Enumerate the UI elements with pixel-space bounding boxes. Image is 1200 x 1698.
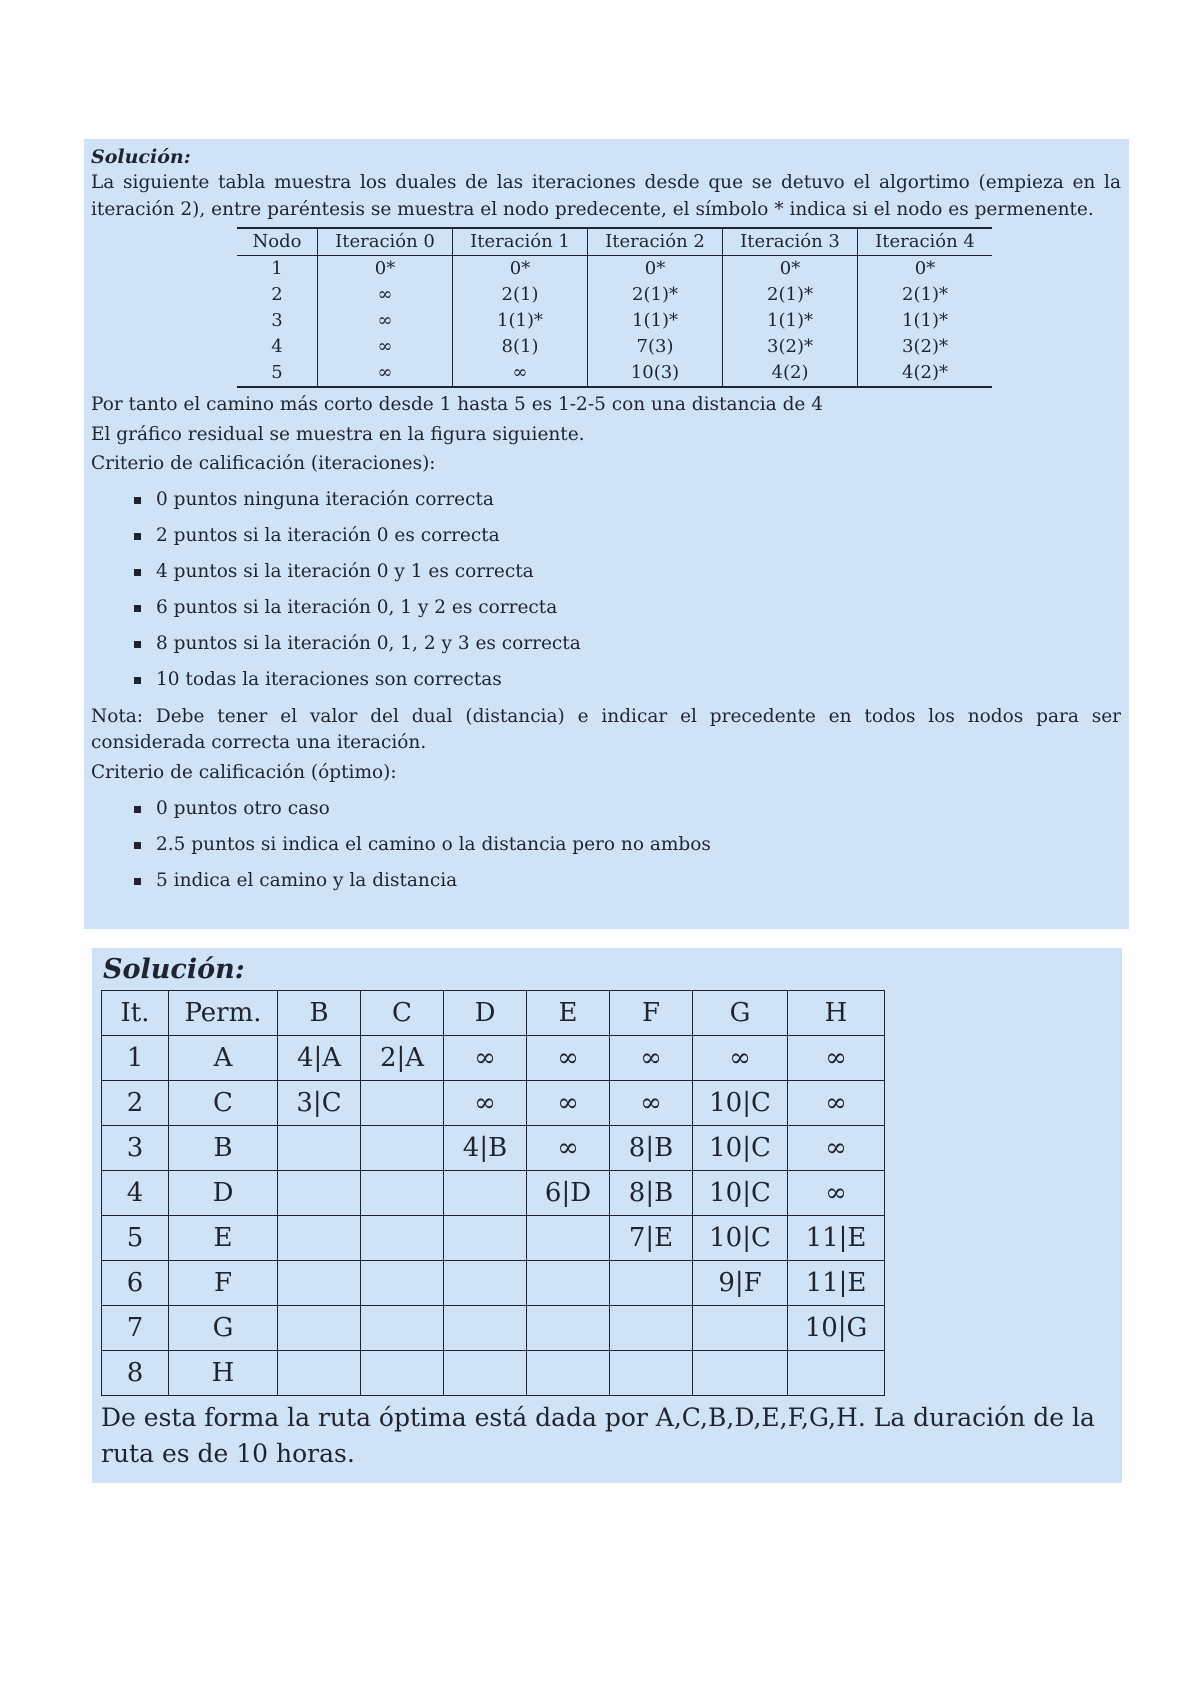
table-cell: 0* <box>453 256 588 283</box>
table-cell <box>444 1261 527 1306</box>
table-cell: 8|B <box>610 1171 693 1216</box>
table-cell: 4 <box>271 336 283 357</box>
table-cell: 1 <box>102 1036 169 1081</box>
table-cell: 10|C <box>693 1081 788 1126</box>
table-cell: ∞ <box>788 1126 885 1171</box>
table-cell: 8 <box>102 1351 169 1396</box>
list-item: 10 todas la iteraciones son correctas <box>134 662 1121 698</box>
table-cell <box>361 1216 444 1261</box>
table-cell: 9|F <box>693 1261 788 1306</box>
table-cell: 0* <box>858 256 993 283</box>
table-cell: G <box>169 1306 278 1351</box>
table-row <box>102 1261 885 1306</box>
table-cell <box>361 1171 444 1216</box>
table-cell <box>444 1216 527 1261</box>
table-cell <box>278 1261 361 1306</box>
criteria-optimum-list <box>91 791 1121 899</box>
table-row <box>237 360 992 387</box>
route-conclusion: De esta forma la ruta óptima está dada por A,C,B,D,E,F,G,H. La duración de la ruta es de 10 horas. <box>101 1403 1095 1468</box>
table-row <box>102 1126 885 1171</box>
table-cell: 4 <box>102 1171 169 1216</box>
dijkstra-table <box>101 990 885 1396</box>
table-cell: ∞ <box>527 1036 610 1081</box>
table-cell <box>527 1216 610 1261</box>
table-cell <box>444 1351 527 1396</box>
table-cell: 2(1)* <box>723 282 858 308</box>
criteria-optimum-title: Criterio de calificación (óptimo): <box>91 762 397 783</box>
table-cell: E <box>169 1216 278 1261</box>
table-row <box>102 1216 885 1261</box>
table-cell <box>527 1351 610 1396</box>
table-row <box>237 334 992 360</box>
table-cell: 8(1) <box>453 334 588 360</box>
iterations-table <box>237 227 992 388</box>
table-header-cell: F <box>610 991 693 1036</box>
solution-box-1 <box>84 139 1129 929</box>
table-row <box>237 308 992 334</box>
table-cell: F <box>169 1261 278 1306</box>
table-cell: 1(1)* <box>723 308 858 334</box>
table-header-cell: Perm. <box>169 991 278 1036</box>
table-cell: H <box>169 1351 278 1396</box>
table-cell <box>444 1171 527 1216</box>
solution-title: Solución: <box>91 146 191 168</box>
table-cell: ∞ <box>788 1036 885 1081</box>
table-cell: 1 <box>271 258 283 279</box>
table-cell: ∞ <box>318 334 453 360</box>
table-cell <box>788 1351 885 1396</box>
list-item: 2.5 puntos si indica el camino o la distancia pero no ambos <box>134 827 1121 863</box>
table-cell: 3 <box>102 1126 169 1171</box>
table-cell: 2 <box>271 284 283 305</box>
table-cell <box>610 1261 693 1306</box>
criteria-iterations-list <box>91 482 1121 698</box>
table-cell: 4|B <box>444 1126 527 1171</box>
list-item: 0 puntos otro caso <box>134 791 1121 827</box>
intro-paragraph: La siguiente tabla muestra los duales de las iteraciones desde que se detuvo el algortimo (empieza en la iteración 2), entre paréntesis se muestra el nodo predecente, el símbolo * indica si el nodo es permenente. <box>91 172 1121 220</box>
table-cell <box>610 1306 693 1351</box>
list-item: 6 puntos si la iteración 0, 1 y 2 es correcta <box>134 590 1121 626</box>
table-cell <box>278 1216 361 1261</box>
table-header-cell: G <box>693 991 788 1036</box>
table-cell: D <box>169 1171 278 1216</box>
table-header-cell: Nodo <box>252 231 302 252</box>
table-cell: ∞ <box>527 1081 610 1126</box>
table-cell: ∞ <box>610 1081 693 1126</box>
table-cell <box>278 1126 361 1171</box>
table-cell: 10|C <box>693 1126 788 1171</box>
table-cell: 3(2)* <box>723 334 858 360</box>
table-cell: 4(2) <box>723 360 858 387</box>
table-cell <box>361 1261 444 1306</box>
table-cell: ∞ <box>527 1126 610 1171</box>
table-cell: 11|E <box>788 1261 885 1306</box>
table-cell: 2(1)* <box>858 282 993 308</box>
table-cell: 6|D <box>527 1171 610 1216</box>
table-row <box>102 1351 885 1396</box>
table-row <box>237 256 992 283</box>
table-row <box>102 1081 885 1126</box>
list-item: 4 puntos si la iteración 0 y 1 es correcta <box>134 554 1121 590</box>
table-cell: 5 <box>102 1216 169 1261</box>
table-cell: 0* <box>588 256 723 283</box>
solution-box-2 <box>92 948 1122 1483</box>
table-header-cell: Iteración 1 <box>453 228 588 256</box>
table-header-row <box>237 228 992 256</box>
table-cell <box>693 1306 788 1351</box>
table-cell: ∞ <box>788 1171 885 1216</box>
table-header-cell: Iteración 2 <box>588 228 723 256</box>
table-cell <box>278 1306 361 1351</box>
table-cell: 7(3) <box>588 334 723 360</box>
table-cell: ∞ <box>610 1036 693 1081</box>
table-cell: 0* <box>723 256 858 283</box>
table-cell <box>278 1351 361 1396</box>
table-header-cell: Iteración 4 <box>858 228 993 256</box>
table-header-cell: Iteración 0 <box>318 228 453 256</box>
table-header-cell: It. <box>102 991 169 1036</box>
list-item: 0 puntos ninguna iteración correcta <box>134 482 1121 518</box>
table-header-cell: B <box>278 991 361 1036</box>
table-cell: 7 <box>102 1306 169 1351</box>
table-cell: 3(2)* <box>858 334 993 360</box>
table-cell <box>361 1306 444 1351</box>
table-header-cell: D <box>444 991 527 1036</box>
criteria-iterations-title: Criterio de calificación (iteraciones): <box>91 453 436 474</box>
table-cell: 0* <box>318 256 453 283</box>
table-cell: 1(1)* <box>858 308 993 334</box>
table-cell: 10|C <box>693 1216 788 1261</box>
table-cell: ∞ <box>444 1036 527 1081</box>
table-cell: ∞ <box>693 1036 788 1081</box>
table-cell: 8|B <box>610 1126 693 1171</box>
table-cell: 1(1)* <box>588 308 723 334</box>
list-item: 8 puntos si la iteración 0, 1, 2 y 3 es correcta <box>134 626 1121 662</box>
table-cell: 2|A <box>361 1036 444 1081</box>
table-cell <box>361 1081 444 1126</box>
shortest-path-conclusion: Por tanto el camino más corto desde 1 hasta 5 es 1-2-5 con una distancia de 4 <box>91 394 824 415</box>
table-row <box>102 1036 885 1081</box>
table-cell: 1(1)* <box>453 308 588 334</box>
table-cell <box>527 1261 610 1306</box>
table-cell: 3|C <box>278 1081 361 1126</box>
table-header-row <box>102 991 885 1036</box>
table-cell: 10|G <box>788 1306 885 1351</box>
table-cell: ∞ <box>318 282 453 308</box>
table-cell <box>361 1351 444 1396</box>
list-item: 5 indica el camino y la distancia <box>134 863 1121 899</box>
table-cell: 4|A <box>278 1036 361 1081</box>
table-cell: 6 <box>102 1261 169 1306</box>
note-paragraph: Nota: Debe tener el valor del dual (distancia) e indicar el precedente en todos los nodos para ser considerada correcta una iteración. <box>91 706 1121 753</box>
table-cell: 3 <box>271 310 283 331</box>
table-cell: 7|E <box>610 1216 693 1261</box>
solution-title-2: Solución: <box>103 954 245 985</box>
table-cell: A <box>169 1036 278 1081</box>
residual-graph-note: El gráfico residual se muestra en la figura siguiente. <box>91 424 585 445</box>
table-cell <box>278 1171 361 1216</box>
table-header-cell: Iteración 3 <box>723 228 858 256</box>
table-cell: B <box>169 1126 278 1171</box>
table-cell <box>361 1126 444 1171</box>
table-cell: ∞ <box>444 1081 527 1126</box>
table-cell: 11|E <box>788 1216 885 1261</box>
table-cell: ∞ <box>318 360 453 387</box>
table-cell: ∞ <box>788 1081 885 1126</box>
table-cell: ∞ <box>318 308 453 334</box>
table-cell: C <box>169 1081 278 1126</box>
table-cell: 2 <box>102 1081 169 1126</box>
table-cell <box>444 1306 527 1351</box>
table-header-cell: E <box>527 991 610 1036</box>
table-header-cell: H <box>788 991 885 1036</box>
table-cell <box>527 1306 610 1351</box>
list-item: 2 puntos si la iteración 0 es correcta <box>134 518 1121 554</box>
table-cell: 2(1) <box>453 282 588 308</box>
table-cell: 10|C <box>693 1171 788 1216</box>
table-cell <box>693 1351 788 1396</box>
table-header-cell: C <box>361 991 444 1036</box>
table-row <box>102 1171 885 1216</box>
table-cell: 4(2)* <box>858 360 993 387</box>
table-cell: 2(1)* <box>588 282 723 308</box>
table-cell: 5 <box>271 362 283 383</box>
table-cell <box>610 1351 693 1396</box>
table-cell: 10(3) <box>588 360 723 387</box>
table-row <box>102 1306 885 1351</box>
table-row <box>237 282 992 308</box>
table-cell: ∞ <box>453 360 588 387</box>
